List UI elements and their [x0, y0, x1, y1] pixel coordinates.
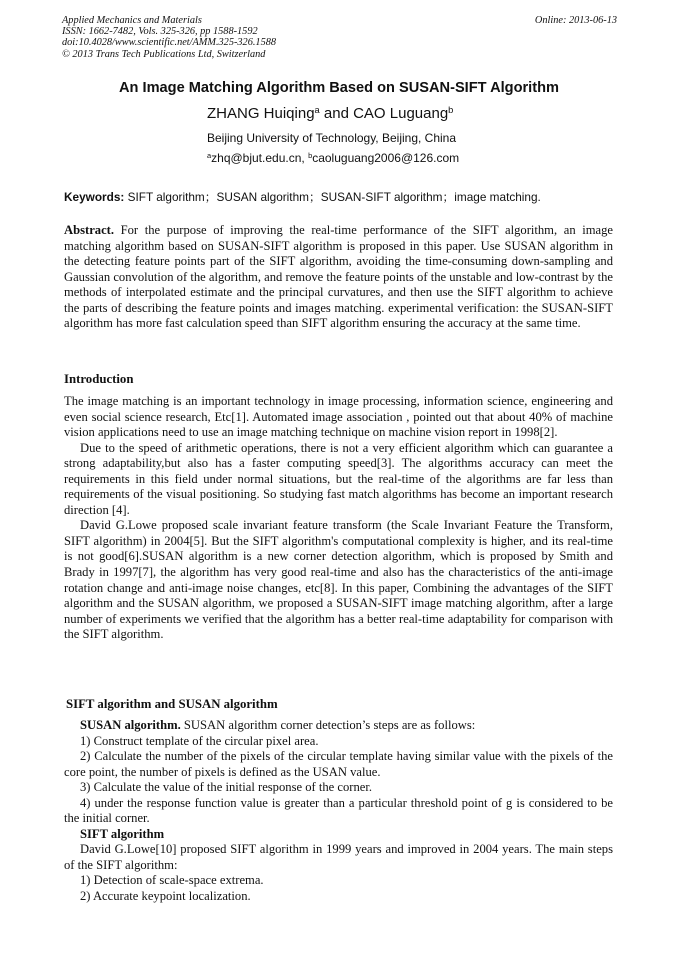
email-line: [207, 151, 459, 165]
journal-header: [62, 15, 617, 60]
susan-step-2: 2) Calculate the number of the pixels of the circular template having similar value with the pixels of the core point, the number of pixels is defined as the USAN value.: [64, 749, 613, 779]
abstract: [64, 223, 613, 332]
journal-issn: ISSN: 1662-7482, Vols. 325-326, pp 1588-1592: [62, 26, 258, 38]
abstract-label: Abstract.: [64, 223, 115, 237]
sift-label: SIFT algorithm: [80, 826, 165, 841]
section-2-body: [64, 718, 613, 905]
email-1-sup: a: [207, 150, 212, 160]
susan-intro: SUSAN algorithm corner detection’s steps are as follows:: [180, 718, 476, 732]
author-connector: and: [319, 105, 354, 122]
keywords-label: Keywords:: [64, 190, 125, 204]
sift-intro: David G.Lowe[10] proposed SIFT algorithm in 1999 years and improved in 2004 years. The main steps of the SIFT algorithm:: [64, 842, 613, 872]
susan-label: SUSAN algorithm.: [80, 718, 181, 732]
email-1: zhq@bjut.edu.cn,: [211, 151, 309, 165]
susan-step-3: 3) Calculate the value of the initial response of the corner.: [80, 780, 372, 795]
paper-title: An Image Matching Algorithm Based on SUSAN-SIFT Algorithm: [119, 80, 559, 96]
author-1: ZHANG Huiqing: [207, 105, 315, 122]
susan-step-1: 1) Construct template of the circular pixel area.: [80, 733, 319, 748]
author-2-sup: b: [448, 104, 454, 115]
online-date: Online: 2013-06-13: [534, 15, 617, 26]
email-2-sup: b: [308, 150, 313, 160]
affiliation: Beijing University of Technology, Beijing, China: [207, 131, 457, 145]
keywords-text: SIFT algorithm；SUSAN algorithm；SUSAN-SIFT algorithm；image matching.: [124, 190, 541, 204]
email-2: caoluguang2006@126.com: [312, 151, 460, 165]
journal-name: Applied Mechanics and Materials: [62, 15, 202, 26]
introduction-body: [64, 394, 613, 643]
journal-copyright: © 2013 Trans Tech Publications Ltd, Switzerland: [62, 48, 266, 60]
sift-step-1: 1) Detection of scale-space extrema.: [80, 873, 264, 888]
author-1-sup: a: [314, 104, 320, 115]
keywords: [64, 188, 624, 205]
intro-paragraph-2: Due to the speed of arithmetic operations, there is not a very efficient algorithm which can guarantee a strong adaptability,but also has a faster computing speed[3]. The algorithms accuracy can meet the requirements in this field under normal situations, but the real-time of the algorithms are far less than requirements of the visual positioning. So studying fast match algorithms has become an important research direction [4].: [64, 440, 613, 517]
susan-step-4: 4) under the response function value is greater than a particular threshold point of g is considered to be the initial corner.: [64, 795, 613, 826]
introduction-heading: Introduction: [64, 372, 134, 386]
intro-paragraph-1: The image matching is an important technology in image processing, information science, engineering and even social science research, Etc[1]. Automated image association , pointed out that about 40% of machine vision applications need to use an image matching technique on machine vision report in 1998[2].: [64, 394, 613, 440]
intro-paragraph-3: David G.Lowe proposed scale invariant feature transform (the Scale Invariant Feature the Transform, SIFT algorithm) in 2004[5]. But the SIFT algorithm's computational complexity is higher, and its real-time is not good[6].SUSAN algorithm is a new corner detection algorithm, which is proposed by Smith and Brady in 1997[7], the algorithm has very good real-time and also has the characteristics of the anti-image rotation change and anti-image noise changes, etc[8]. In this paper, Combining the advantages of the SIFT algorithm and the SUSAN algorithm, we proposed a SUSAN-SIFT image matching algorithm, after a large number of experiments we verified that the algorithm has a better real-time adaptability for comparison with the SIFT algorithm.: [64, 518, 613, 642]
section-2-heading: SIFT algorithm and SUSAN algorithm: [66, 697, 278, 711]
journal-doi: doi:10.4028/www.scientific.net/AMM.325-326.1588: [62, 37, 277, 49]
author-line: [207, 105, 453, 122]
author-2: CAO Luguang: [353, 105, 449, 122]
sift-step-2: 2) Accurate keypoint localization.: [80, 889, 251, 904]
abstract-text: For the purpose of improving the real-time performance of the SIFT algorithm, an image matching algorithm based on SUSAN-SIFT algorithm is proposed in this paper. Use SUSAN algorithm in the detecting feature points part of the SIFT algorithm, avoiding the time-consuming down-sampling and Gaussian convolution of the algorithm, and remove the feature points of the unstable and low-contrast by the methods of interpolated estimate and the principal curvatures, and then use the SIFT algorithm to achieve the parts of describing the feature points and images matching. experimental verification: the SUSAN-SIFT algorithm has more fast calculation speed than SIFT algorithm ensuring the accuracy at the same time.: [64, 223, 613, 331]
